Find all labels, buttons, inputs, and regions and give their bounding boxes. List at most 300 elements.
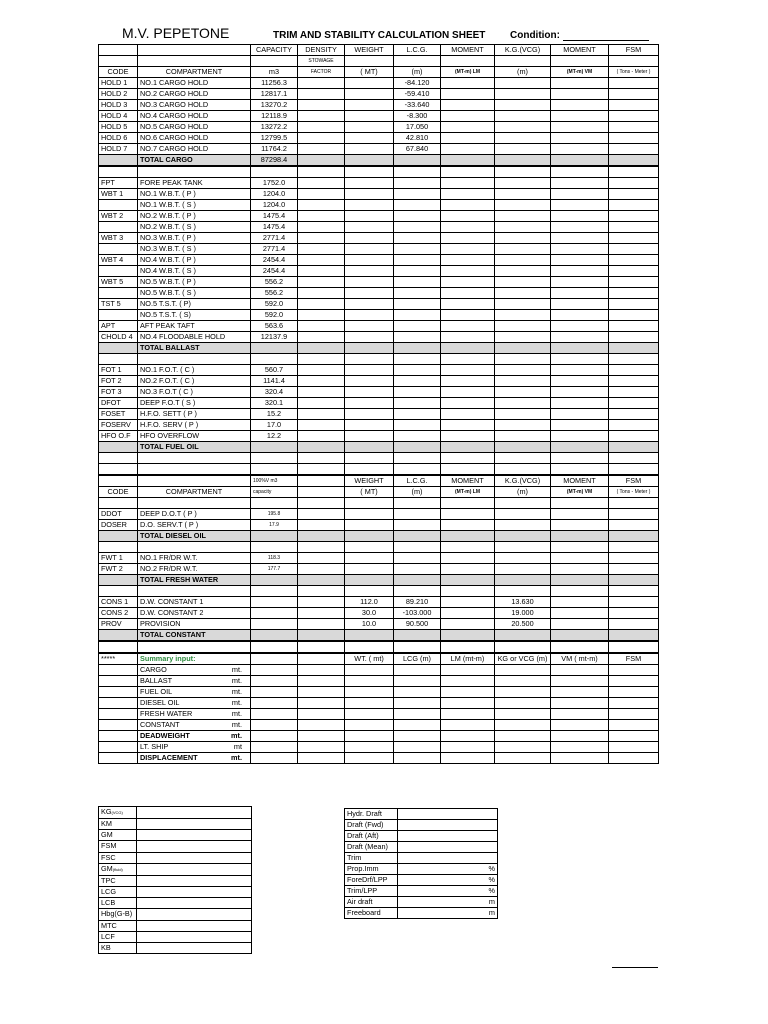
input-cell[interactable]: [394, 233, 441, 244]
input-cell[interactable]: [551, 244, 609, 255]
input-cell[interactable]: [441, 720, 495, 731]
input-cell[interactable]: [609, 332, 659, 343]
density-cell[interactable]: [298, 520, 345, 531]
input-cell[interactable]: [441, 255, 495, 266]
weight-cell[interactable]: [345, 144, 394, 155]
input-cell[interactable]: [609, 398, 659, 409]
input-cell[interactable]: [441, 89, 495, 100]
input-cell[interactable]: [609, 731, 659, 742]
density-cell[interactable]: [298, 564, 345, 575]
input-cell[interactable]: [609, 100, 659, 111]
input-cell[interactable]: [609, 365, 659, 376]
input-cell[interactable]: [609, 376, 659, 387]
density-cell[interactable]: [298, 189, 345, 200]
input-cell[interactable]: [394, 509, 441, 520]
density-cell[interactable]: [298, 255, 345, 266]
stability-value[interactable]: [137, 830, 252, 841]
input-cell[interactable]: [495, 742, 551, 753]
input-cell[interactable]: [609, 387, 659, 398]
input-cell[interactable]: [441, 619, 495, 630]
input-cell[interactable]: [345, 299, 394, 310]
input-cell[interactable]: [441, 398, 495, 409]
input-cell[interactable]: [551, 111, 609, 122]
draft-value[interactable]: [398, 809, 498, 820]
input-cell[interactable]: [495, 200, 551, 211]
input-cell[interactable]: [551, 332, 609, 343]
input-cell[interactable]: [441, 709, 495, 720]
input-cell[interactable]: [441, 431, 495, 442]
density-cell[interactable]: [298, 133, 345, 144]
input-cell[interactable]: [345, 387, 394, 398]
input-cell[interactable]: [441, 211, 495, 222]
input-cell[interactable]: [394, 409, 441, 420]
input-cell[interactable]: [495, 676, 551, 687]
input-cell[interactable]: [609, 111, 659, 122]
input-cell[interactable]: [495, 244, 551, 255]
density-cell[interactable]: [298, 288, 345, 299]
input-cell[interactable]: [394, 720, 441, 731]
input-cell[interactable]: [609, 420, 659, 431]
input-cell[interactable]: [441, 420, 495, 431]
input-cell[interactable]: [394, 553, 441, 564]
density-cell[interactable]: [298, 310, 345, 321]
input-cell[interactable]: [345, 244, 394, 255]
density-cell[interactable]: [298, 387, 345, 398]
input-cell[interactable]: [495, 376, 551, 387]
input-cell[interactable]: [345, 420, 394, 431]
input-cell[interactable]: [551, 608, 609, 619]
input-cell[interactable]: [609, 200, 659, 211]
input-cell[interactable]: [495, 665, 551, 676]
weight-cell[interactable]: [345, 89, 394, 100]
input-cell[interactable]: [394, 709, 441, 720]
input-cell[interactable]: [495, 277, 551, 288]
input-cell[interactable]: [495, 211, 551, 222]
input-cell[interactable]: [495, 687, 551, 698]
input-cell[interactable]: [609, 509, 659, 520]
input-cell[interactable]: [495, 753, 551, 764]
input-cell[interactable]: [394, 753, 441, 764]
density-cell[interactable]: [298, 420, 345, 431]
input-cell[interactable]: [495, 720, 551, 731]
input-cell[interactable]: [345, 742, 394, 753]
input-cell[interactable]: [609, 122, 659, 133]
input-cell[interactable]: [345, 509, 394, 520]
density-cell[interactable]: [298, 244, 345, 255]
input-cell[interactable]: [551, 310, 609, 321]
input-cell[interactable]: [609, 310, 659, 321]
density-cell[interactable]: [298, 321, 345, 332]
input-cell[interactable]: [441, 321, 495, 332]
input-cell[interactable]: [551, 409, 609, 420]
condition-line[interactable]: [563, 30, 649, 41]
input-cell[interactable]: [394, 676, 441, 687]
input-cell[interactable]: [609, 608, 659, 619]
input-cell[interactable]: [394, 365, 441, 376]
input-cell[interactable]: [441, 365, 495, 376]
input-cell[interactable]: [495, 222, 551, 233]
input-cell[interactable]: [551, 619, 609, 630]
density-cell[interactable]: [298, 409, 345, 420]
input-cell[interactable]: [495, 731, 551, 742]
input-cell[interactable]: [441, 509, 495, 520]
input-cell[interactable]: [441, 222, 495, 233]
input-cell[interactable]: [394, 387, 441, 398]
input-cell[interactable]: [609, 133, 659, 144]
density-cell[interactable]: [298, 122, 345, 133]
draft-value[interactable]: m: [398, 897, 498, 908]
input-cell[interactable]: [551, 288, 609, 299]
weight-cell[interactable]: [345, 133, 394, 144]
input-cell[interactable]: [345, 189, 394, 200]
density-cell[interactable]: [298, 553, 345, 564]
input-cell[interactable]: [495, 520, 551, 531]
input-cell[interactable]: [609, 244, 659, 255]
input-cell[interactable]: [345, 376, 394, 387]
input-cell[interactable]: [495, 89, 551, 100]
input-cell[interactable]: [551, 520, 609, 531]
input-cell[interactable]: [441, 608, 495, 619]
input-cell[interactable]: [609, 720, 659, 731]
draft-value[interactable]: [398, 831, 498, 842]
input-cell[interactable]: [394, 431, 441, 442]
input-cell[interactable]: [345, 321, 394, 332]
input-cell[interactable]: [394, 288, 441, 299]
input-cell[interactable]: [394, 222, 441, 233]
input-cell[interactable]: [394, 698, 441, 709]
input-cell[interactable]: [441, 78, 495, 89]
input-cell[interactable]: [394, 564, 441, 575]
input-cell[interactable]: [609, 299, 659, 310]
input-cell[interactable]: [495, 178, 551, 189]
draft-value[interactable]: [398, 820, 498, 831]
input-cell[interactable]: [609, 178, 659, 189]
input-cell[interactable]: [394, 420, 441, 431]
input-cell[interactable]: [394, 731, 441, 742]
stability-value[interactable]: [137, 875, 252, 886]
input-cell[interactable]: [609, 597, 659, 608]
input-cell[interactable]: [551, 665, 609, 676]
stability-value[interactable]: [137, 863, 252, 875]
input-cell[interactable]: [551, 78, 609, 89]
input-cell[interactable]: [609, 665, 659, 676]
input-cell[interactable]: [495, 365, 551, 376]
input-cell[interactable]: [394, 200, 441, 211]
input-cell[interactable]: [441, 111, 495, 122]
stability-value[interactable]: [137, 898, 252, 909]
density-cell[interactable]: [298, 376, 345, 387]
input-cell[interactable]: [441, 698, 495, 709]
density-cell[interactable]: [298, 365, 345, 376]
draft-value[interactable]: [398, 842, 498, 853]
input-cell[interactable]: [609, 144, 659, 155]
input-cell[interactable]: [345, 698, 394, 709]
input-cell[interactable]: [495, 553, 551, 564]
input-cell[interactable]: [495, 321, 551, 332]
input-cell[interactable]: [441, 665, 495, 676]
input-cell[interactable]: [495, 266, 551, 277]
density-cell[interactable]: [298, 78, 345, 89]
draft-value[interactable]: %: [398, 886, 498, 897]
input-cell[interactable]: [495, 420, 551, 431]
stability-value[interactable]: [137, 807, 252, 819]
input-cell[interactable]: [441, 299, 495, 310]
weight-cell[interactable]: [345, 78, 394, 89]
input-cell[interactable]: [345, 255, 394, 266]
density-cell[interactable]: [298, 100, 345, 111]
input-cell[interactable]: [441, 200, 495, 211]
input-cell[interactable]: [551, 189, 609, 200]
input-cell[interactable]: [495, 100, 551, 111]
input-cell[interactable]: [495, 398, 551, 409]
input-cell[interactable]: [551, 255, 609, 266]
density-cell[interactable]: [298, 509, 345, 520]
input-cell[interactable]: [551, 398, 609, 409]
input-cell[interactable]: [345, 288, 394, 299]
input-cell[interactable]: [551, 420, 609, 431]
input-cell[interactable]: [441, 233, 495, 244]
density-cell[interactable]: [298, 431, 345, 442]
input-cell[interactable]: [551, 133, 609, 144]
density-cell[interactable]: [298, 233, 345, 244]
input-cell[interactable]: [394, 178, 441, 189]
input-cell[interactable]: [609, 564, 659, 575]
input-cell[interactable]: [394, 299, 441, 310]
density-cell[interactable]: [298, 266, 345, 277]
input-cell[interactable]: [394, 310, 441, 321]
stability-value[interactable]: [137, 942, 252, 953]
input-cell[interactable]: [495, 310, 551, 321]
input-cell[interactable]: [441, 387, 495, 398]
input-cell[interactable]: [551, 753, 609, 764]
input-cell[interactable]: [345, 687, 394, 698]
input-cell[interactable]: [551, 509, 609, 520]
input-cell[interactable]: [345, 178, 394, 189]
input-cell[interactable]: [495, 233, 551, 244]
input-cell[interactable]: [495, 122, 551, 133]
density-cell[interactable]: [298, 398, 345, 409]
density-cell[interactable]: [298, 211, 345, 222]
input-cell[interactable]: [551, 200, 609, 211]
input-cell[interactable]: [495, 133, 551, 144]
input-cell[interactable]: [394, 520, 441, 531]
input-cell[interactable]: [551, 321, 609, 332]
input-cell[interactable]: [551, 100, 609, 111]
input-cell[interactable]: [495, 111, 551, 122]
input-cell[interactable]: [495, 332, 551, 343]
draft-value[interactable]: %: [398, 875, 498, 886]
input-cell[interactable]: [551, 299, 609, 310]
input-cell[interactable]: [345, 709, 394, 720]
input-cell[interactable]: [609, 277, 659, 288]
input-cell[interactable]: [551, 178, 609, 189]
input-cell[interactable]: [609, 753, 659, 764]
input-cell[interactable]: [551, 89, 609, 100]
input-cell[interactable]: [551, 431, 609, 442]
density-cell[interactable]: [298, 222, 345, 233]
input-cell[interactable]: [551, 709, 609, 720]
input-cell[interactable]: [609, 553, 659, 564]
input-cell[interactable]: [345, 310, 394, 321]
input-cell[interactable]: [345, 200, 394, 211]
input-cell[interactable]: [495, 698, 551, 709]
input-cell[interactable]: [609, 222, 659, 233]
input-cell[interactable]: [394, 376, 441, 387]
input-cell[interactable]: [394, 211, 441, 222]
input-cell[interactable]: [609, 742, 659, 753]
input-cell[interactable]: [345, 398, 394, 409]
input-cell[interactable]: [551, 376, 609, 387]
input-cell[interactable]: [345, 332, 394, 343]
stability-value[interactable]: [137, 931, 252, 942]
input-cell[interactable]: [495, 431, 551, 442]
stability-value[interactable]: [137, 852, 252, 863]
input-cell[interactable]: [345, 520, 394, 531]
input-cell[interactable]: [441, 310, 495, 321]
density-cell[interactable]: [298, 332, 345, 343]
input-cell[interactable]: [551, 122, 609, 133]
input-cell[interactable]: [345, 222, 394, 233]
input-cell[interactable]: [345, 431, 394, 442]
input-cell[interactable]: [551, 742, 609, 753]
input-cell[interactable]: [551, 266, 609, 277]
density-cell[interactable]: [298, 178, 345, 189]
input-cell[interactable]: [551, 277, 609, 288]
input-cell[interactable]: [495, 387, 551, 398]
input-cell[interactable]: [394, 189, 441, 200]
input-cell[interactable]: [394, 321, 441, 332]
input-cell[interactable]: [441, 520, 495, 531]
input-cell[interactable]: [394, 665, 441, 676]
input-cell[interactable]: [551, 387, 609, 398]
input-cell[interactable]: [394, 244, 441, 255]
input-cell[interactable]: [441, 687, 495, 698]
stability-value[interactable]: [137, 819, 252, 830]
input-cell[interactable]: [495, 709, 551, 720]
input-cell[interactable]: [495, 409, 551, 420]
input-cell[interactable]: [495, 189, 551, 200]
input-cell[interactable]: [551, 676, 609, 687]
input-cell[interactable]: [609, 189, 659, 200]
input-cell[interactable]: [609, 409, 659, 420]
density-cell[interactable]: [298, 277, 345, 288]
input-cell[interactable]: [345, 665, 394, 676]
input-cell[interactable]: [345, 564, 394, 575]
stability-value[interactable]: [137, 841, 252, 852]
input-cell[interactable]: [441, 266, 495, 277]
density-cell[interactable]: [298, 299, 345, 310]
input-cell[interactable]: [609, 78, 659, 89]
stability-value[interactable]: [137, 920, 252, 931]
input-cell[interactable]: [551, 233, 609, 244]
input-cell[interactable]: [394, 398, 441, 409]
input-cell[interactable]: [441, 564, 495, 575]
input-cell[interactable]: [551, 211, 609, 222]
input-cell[interactable]: [495, 144, 551, 155]
input-cell[interactable]: [495, 255, 551, 266]
input-cell[interactable]: [394, 332, 441, 343]
input-cell[interactable]: [495, 299, 551, 310]
input-cell[interactable]: [609, 211, 659, 222]
stability-value[interactable]: [137, 909, 252, 920]
input-cell[interactable]: [441, 753, 495, 764]
input-cell[interactable]: [495, 288, 551, 299]
input-cell[interactable]: [394, 255, 441, 266]
input-cell[interactable]: [345, 553, 394, 564]
input-cell[interactable]: [609, 431, 659, 442]
input-cell[interactable]: [609, 233, 659, 244]
input-cell[interactable]: [441, 288, 495, 299]
input-cell[interactable]: [551, 553, 609, 564]
weight-cell[interactable]: [345, 100, 394, 111]
draft-value[interactable]: [398, 853, 498, 864]
input-cell[interactable]: [345, 266, 394, 277]
input-cell[interactable]: [609, 520, 659, 531]
input-cell[interactable]: [609, 288, 659, 299]
input-cell[interactable]: [441, 100, 495, 111]
input-cell[interactable]: [609, 709, 659, 720]
input-cell[interactable]: [394, 277, 441, 288]
input-cell[interactable]: [441, 597, 495, 608]
weight-cell[interactable]: [345, 111, 394, 122]
input-cell[interactable]: [394, 266, 441, 277]
input-cell[interactable]: [609, 89, 659, 100]
input-cell[interactable]: [609, 255, 659, 266]
input-cell[interactable]: [345, 211, 394, 222]
input-cell[interactable]: [441, 676, 495, 687]
input-cell[interactable]: [441, 133, 495, 144]
input-cell[interactable]: [441, 742, 495, 753]
input-cell[interactable]: [345, 409, 394, 420]
input-cell[interactable]: [441, 553, 495, 564]
input-cell[interactable]: [441, 277, 495, 288]
input-cell[interactable]: [441, 332, 495, 343]
input-cell[interactable]: [394, 687, 441, 698]
input-cell[interactable]: [551, 144, 609, 155]
draft-value[interactable]: %: [398, 864, 498, 875]
input-cell[interactable]: [345, 233, 394, 244]
input-cell[interactable]: [345, 753, 394, 764]
input-cell[interactable]: [551, 720, 609, 731]
input-cell[interactable]: [551, 731, 609, 742]
input-cell[interactable]: [495, 564, 551, 575]
stability-value[interactable]: [137, 886, 252, 897]
weight-cell[interactable]: [345, 122, 394, 133]
input-cell[interactable]: [551, 687, 609, 698]
input-cell[interactable]: [394, 742, 441, 753]
input-cell[interactable]: [609, 676, 659, 687]
input-cell[interactable]: [441, 409, 495, 420]
density-cell[interactable]: [298, 89, 345, 100]
input-cell[interactable]: [345, 277, 394, 288]
input-cell[interactable]: [495, 509, 551, 520]
input-cell[interactable]: [345, 676, 394, 687]
input-cell[interactable]: [441, 376, 495, 387]
input-cell[interactable]: [441, 178, 495, 189]
input-cell[interactable]: [495, 78, 551, 89]
input-cell[interactable]: [551, 597, 609, 608]
input-cell[interactable]: [441, 144, 495, 155]
input-cell[interactable]: [609, 619, 659, 630]
input-cell[interactable]: [609, 698, 659, 709]
input-cell[interactable]: [551, 564, 609, 575]
input-cell[interactable]: [345, 731, 394, 742]
density-cell[interactable]: [298, 111, 345, 122]
input-cell[interactable]: [345, 365, 394, 376]
input-cell[interactable]: [551, 222, 609, 233]
input-cell[interactable]: [441, 731, 495, 742]
input-cell[interactable]: [551, 698, 609, 709]
